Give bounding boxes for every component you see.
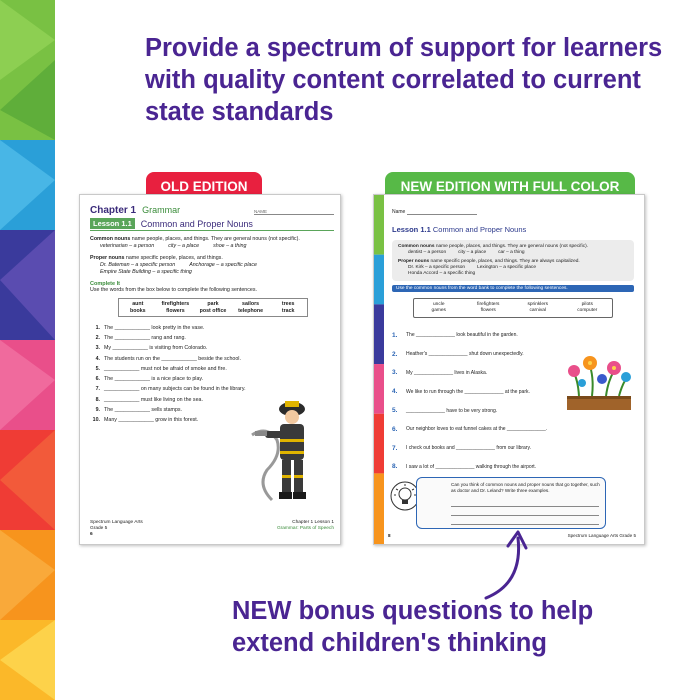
list-item: 6. The ____________ is a nice place to play. (95, 376, 204, 383)
list-item: 4. We like to run through the ______________ at the park. (392, 388, 530, 396)
chapter-section: Grammar (142, 205, 181, 215)
name-field: Name (392, 209, 634, 215)
list-item: 3. My ______________ lives in Alaska. (392, 369, 488, 377)
word-box-item: aunt (132, 301, 144, 307)
old-page-footer: Spectrum Language Arts Grade 5 6 Chapter 1 Lesson 1 Grammar: Parts of Speech (90, 520, 334, 537)
word-box-item: telephone (238, 307, 264, 314)
list-item: 9. The ____________ sells stamps. (95, 407, 183, 414)
flower-box-illustration (564, 351, 634, 413)
definition-box: Common nouns name people, places, and things. They are general nouns (not specific). dentist – a person city – a place car – a thing Proper nouns name specific people, places, and things. They are always capitalized. Dr. Kirk – a specific person Lexington – a specific place Honda Accord – a specific thing (392, 240, 634, 281)
word-box-item: post office (199, 307, 227, 314)
list-item: 1. The ______________ look beautiful in the garden. (392, 331, 518, 339)
list-item: 7. I check out books and ______________ from our library. (392, 444, 531, 452)
new-edition-tab: NEW EDITION WITH FULL COLOR (385, 172, 635, 202)
word-box (118, 298, 308, 317)
bonus-callout: NEW bonus questions to help extend children's thinking (232, 597, 594, 657)
list-item: 7. ____________ on many subjects can be found in the library. (95, 386, 246, 393)
word-bank-item: pilots (581, 302, 593, 307)
lesson-number: Lesson 1.1 (90, 218, 135, 229)
lesson-title: Common and Proper Nouns (140, 218, 253, 229)
complete-it-heading: Complete It (90, 281, 120, 287)
list-item: 5. ______________ have to be very strong. (392, 407, 498, 415)
lesson-heading: Lesson 1.1 Common and Proper Nouns (392, 225, 527, 234)
instruction-bar: Use the common nouns from the word bank to complete the following sentences. (392, 285, 634, 292)
word-bank-item: sprinklers (527, 302, 549, 307)
name-field: NAME (254, 209, 334, 215)
answer-lines (451, 498, 599, 525)
list-item: 10. Many ____________ grow in this forest. (92, 417, 199, 424)
new-page-color-stripe (374, 195, 384, 544)
common-nouns-definition: Common nouns name people, places, and things. They are general nouns (not specific). (90, 236, 300, 242)
word-box-item: sailors (242, 301, 260, 307)
word-bank-item: computer (577, 308, 598, 313)
word-bank-item: flowers (480, 308, 496, 313)
rainbow-strip (0, 0, 55, 700)
word-bank (413, 298, 613, 318)
bonus-question: Can you think of common nouns and proper nouns that go together, such as doctor and Dr. Leland? Write three examples. (451, 482, 600, 493)
new-edition-page (373, 194, 645, 545)
word-bank-item: uncle (433, 302, 445, 307)
chapter-title: Chapter 1 (90, 205, 137, 216)
proper-examples: Dr. Bateman – a specific person Anchorage – a specific place (100, 262, 257, 268)
word-bank-item: firefighters (477, 302, 500, 307)
list-item: 4. The students run on the ____________ beside the school. (95, 355, 241, 362)
old-edition-page (79, 194, 341, 545)
word-box-item: trees (281, 301, 295, 307)
list-item: 5. ____________ must not be afraid of smoke and fire. (95, 365, 227, 372)
old-edition-tab: OLD EDITION (146, 172, 262, 202)
bonus-question-box (416, 477, 606, 529)
complete-instruction: Use the words from the box below to complete the following sentences. (90, 287, 257, 293)
proper-nouns-definition: Proper nouns name specific people, places, and things. (90, 255, 223, 261)
list-item: 6. Our neighbor loves to eat funnel cakes at the ______________. (392, 425, 548, 433)
list-item: 2. The ____________ rang and rang. (95, 334, 186, 341)
common-examples: veterinarian – a person city – a place shoe – a thing (100, 243, 247, 249)
word-bank-item: games (431, 308, 446, 313)
word-box-item: park (207, 301, 219, 307)
word-box-item: firefighters (161, 301, 190, 307)
word-box-item: track (281, 307, 295, 314)
word-box-item: flowers (166, 307, 185, 314)
headline: Provide a spectrum of support for learners with quality content correlated to current state standards (145, 34, 663, 126)
proper-example-3: Empire State Building – a specific thing (100, 269, 192, 275)
firefighter-illustration (247, 395, 327, 505)
list-item: 3. My ____________ is visiting from Colorado. (95, 345, 208, 352)
curved-arrow-icon (478, 528, 538, 603)
word-bank-item: carnival (529, 308, 547, 313)
list-item: 8. I saw a lot of ______________ walking through the airport. (392, 463, 537, 471)
list-item: 2. Heather's ______________ shut down unexpectedly. (392, 350, 524, 358)
list-item: 1. The ____________ look pretty in the vase. (95, 324, 205, 331)
list-item: 8. ____________ must like living on the sea. (95, 396, 203, 403)
new-page-footer: 8 Spectrum Language Arts Grade 5 (388, 533, 636, 538)
word-box-item: books (129, 307, 146, 314)
